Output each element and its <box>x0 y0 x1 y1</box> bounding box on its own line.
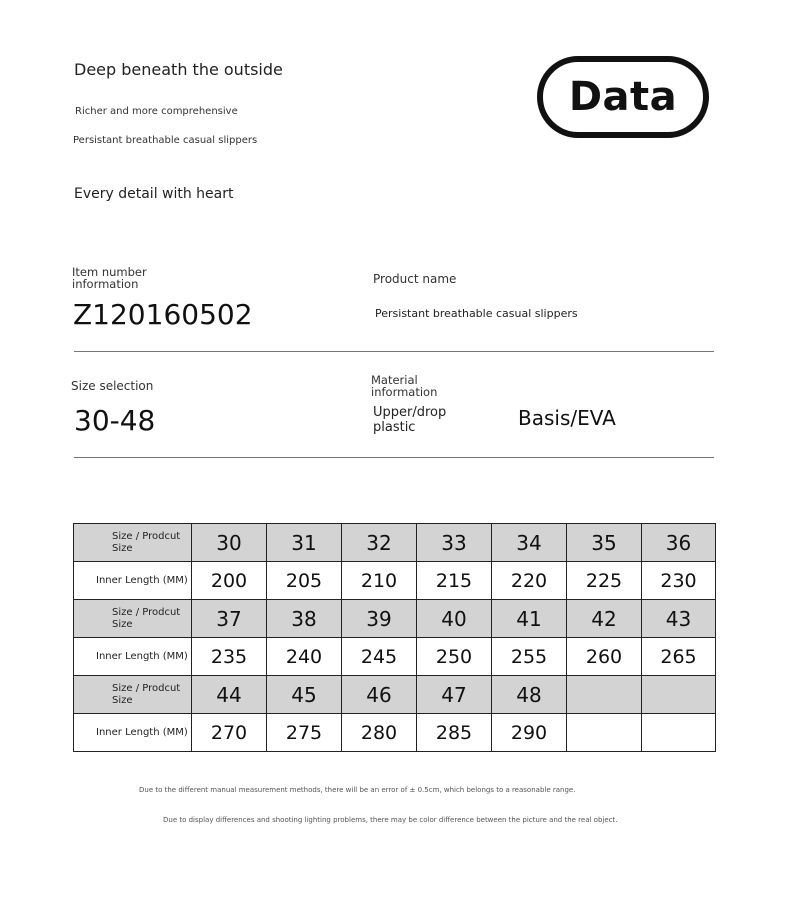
size-row-header: Size / Prodcut Size <box>74 524 192 562</box>
length-row <box>74 562 716 600</box>
size-cell: 44 <box>192 676 267 714</box>
length-cell: 240 <box>267 638 342 676</box>
size-cell: 41 <box>492 600 567 638</box>
length-row <box>74 638 716 676</box>
product-name-value: Persistant breathable casual slippers <box>375 307 578 320</box>
headline: Deep beneath the outside <box>74 60 283 79</box>
length-cell: 255 <box>492 638 567 676</box>
size-row <box>74 524 716 562</box>
size-cell: 40 <box>417 600 492 638</box>
size-row <box>74 600 716 638</box>
size-cell: 46 <box>342 676 417 714</box>
length-cell: 270 <box>192 714 267 752</box>
size-cell: 30 <box>192 524 267 562</box>
size-cell: 45 <box>267 676 342 714</box>
size-cell: 43 <box>642 600 716 638</box>
length-cell: 230 <box>642 562 716 600</box>
size-cell: 35 <box>567 524 642 562</box>
size-chart-table <box>73 523 716 752</box>
size-cell: 42 <box>567 600 642 638</box>
size-cell: 33 <box>417 524 492 562</box>
length-cell: 290 <box>492 714 567 752</box>
size-cell <box>567 676 642 714</box>
material-label: Material information <box>371 373 438 399</box>
size-cell: 31 <box>267 524 342 562</box>
length-cell: 235 <box>192 638 267 676</box>
length-cell: 215 <box>417 562 492 600</box>
size-row-header: Size / Prodcut Size <box>74 600 192 638</box>
size-cell <box>642 676 716 714</box>
material-part: Upper/drop plastic <box>373 405 447 435</box>
length-cell: 200 <box>192 562 267 600</box>
length-cell: 280 <box>342 714 417 752</box>
size-cell: 32 <box>342 524 417 562</box>
data-badge: Data <box>537 56 709 138</box>
length-cell: 225 <box>567 562 642 600</box>
length-cell: 260 <box>567 638 642 676</box>
product-name-label: Product name <box>373 272 457 286</box>
length-row-header: Inner Length (MM) <box>74 638 192 676</box>
length-row-header: Inner Length (MM) <box>74 714 192 752</box>
length-cell: 285 <box>417 714 492 752</box>
size-cell: 48 <box>492 676 567 714</box>
subline-product: Persistant breathable casual slippers <box>73 135 258 146</box>
size-selection-value: 30-48 <box>74 404 156 437</box>
length-cell: 275 <box>267 714 342 752</box>
subline-comprehensive: Richer and more comprehensive <box>75 106 238 117</box>
length-row-header: Inner Length (MM) <box>74 562 192 600</box>
size-cell: 37 <box>192 600 267 638</box>
length-cell: 245 <box>342 638 417 676</box>
length-cell: 265 <box>642 638 716 676</box>
size-cell: 39 <box>342 600 417 638</box>
length-cell: 220 <box>492 562 567 600</box>
size-row-header: Size / Prodcut Size <box>74 676 192 714</box>
length-cell: 210 <box>342 562 417 600</box>
size-cell: 38 <box>267 600 342 638</box>
size-row <box>74 676 716 714</box>
item-number-value: Z120160502 <box>73 298 253 331</box>
size-selection-label: Size selection <box>71 379 154 393</box>
color-difference-note: Due to display differences and shooting lighting problems, there may be color difference between the picture and the real object. <box>163 816 618 824</box>
size-cell: 47 <box>417 676 492 714</box>
measurement-note: Due to the different manual measurement methods, there will be an error of ± 0.5cm, which belongs to a reasonable range. <box>139 786 576 794</box>
material-value: Basis/EVA <box>518 406 616 430</box>
length-cell: 205 <box>267 562 342 600</box>
length-cell <box>567 714 642 752</box>
item-number-label: Item number information <box>72 265 147 291</box>
size-cell: 34 <box>492 524 567 562</box>
size-cell: 36 <box>642 524 716 562</box>
length-cell: 250 <box>417 638 492 676</box>
divider <box>74 457 714 458</box>
divider <box>74 351 714 352</box>
length-cell <box>642 714 716 752</box>
length-row <box>74 714 716 752</box>
tagline: Every detail with heart <box>74 186 234 202</box>
